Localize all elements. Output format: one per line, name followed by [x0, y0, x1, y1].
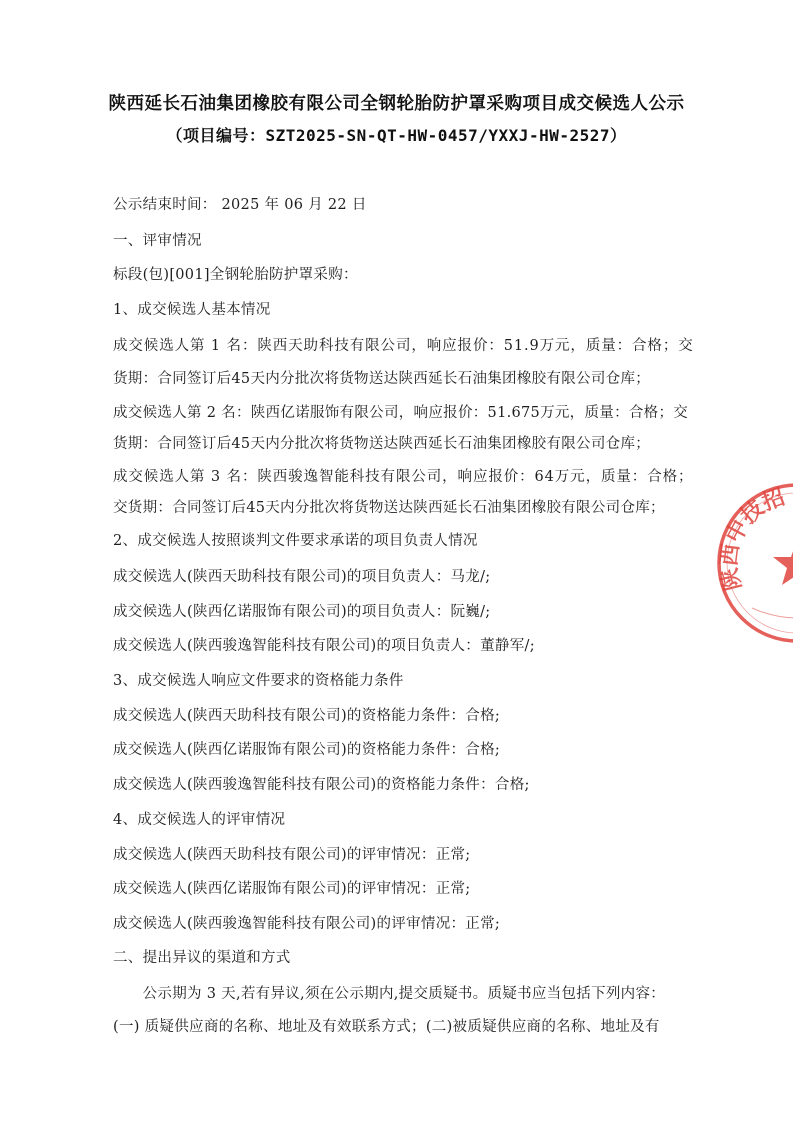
lot-heading: 标段(包)[001]全钢轮胎防护罩采购： [113, 267, 358, 283]
publicity-end-date: 公示结束时间： 2025 年 06 月 22 日 [113, 197, 367, 213]
subsection-heading-project-leader: 2、成交候选人按照谈判文件要求承诺的项目负责人情况 [113, 533, 478, 549]
candidate-1-line-1: 成交候选人第 1 名：陕西天助科技有限公司，响应报价：51.9万元，质量：合格；交 [113, 338, 694, 354]
project-leader-2: 成交候选人(陕西亿诺服饰有限公司)的项目负责人：阮巍/; [113, 604, 491, 620]
candidate-3-line-2: 交货期：合同签订后45天内分批次将货物送达陕西延长石油集团橡胶有限公司仓库； [113, 500, 665, 516]
document-title: 陕西延长石油集团橡胶有限公司全钢轮胎防护罩采购项目成交候选人公示 [108, 94, 685, 114]
candidate-1-line-2: 货期：合同签订后45天内分批次将货物送达陕西延长石油集团橡胶有限公司仓库； [113, 371, 651, 387]
subsection-heading-review-status: 4、成交候选人的评审情况 [113, 812, 286, 828]
official-seal-icon [712, 478, 793, 648]
objection-paragraph-line-2: (一) 质疑供应商的名称、地址及有效联系方式；(二)被质疑供应商的名称、地址及有 [113, 1019, 660, 1035]
project-leader-1: 成交候选人(陕西天助科技有限公司)的项目负责人：马龙/; [113, 569, 491, 585]
project-number: （项目编号：SZT2025-SN-QT-HW-0457/YXXJ-HW-2527） [166, 126, 627, 145]
subsection-heading-basic-info: 1、成交候选人基本情况 [113, 302, 271, 318]
qualification-3: 成交候选人(陕西骏逸智能科技有限公司)的资格能力条件：合格; [113, 777, 530, 793]
project-leader-3: 成交候选人(陕西骏逸智能科技有限公司)的项目负责人：董静军/; [113, 638, 535, 654]
review-status-3: 成交候选人(陕西骏逸智能科技有限公司)的评审情况：正常; [113, 916, 501, 932]
section-heading-objection: 二、提出异议的渠道和方式 [113, 950, 291, 966]
candidate-2-line-1: 成交候选人第 2 名：陕西亿诺服饰有限公司，响应报价：51.675万元，质量：合格；交 [113, 405, 689, 421]
candidate-2-line-2: 货期：合同签订后45天内分批次将货物送达陕西延长石油集团橡胶有限公司仓库； [113, 436, 651, 452]
review-status-1: 成交候选人(陕西天助科技有限公司)的评审情况：正常; [113, 847, 471, 863]
subsection-heading-qualification: 3、成交候选人响应文件要求的资格能力条件 [113, 673, 404, 689]
objection-paragraph-line-1: 公示期为 3 天,若有异议,须在公示期内,提交质疑书。质疑书应当包括下列内容： [113, 986, 666, 1002]
seal-text: 陕西中技招 [716, 484, 789, 593]
qualification-2: 成交候选人(陕西亿诺服饰有限公司)的资格能力条件：合格; [113, 742, 501, 758]
qualification-1: 成交候选人(陕西天助科技有限公司)的资格能力条件：合格; [113, 708, 501, 724]
candidate-3-line-1: 成交候选人第 3 名：陕西骏逸智能科技有限公司，响应报价：64万元，质量：合格； [113, 469, 694, 485]
seal-star-icon [773, 540, 793, 585]
section-heading-review: 一、评审情况 [113, 233, 202, 249]
review-status-2: 成交候选人(陕西亿诺服饰有限公司)的评审情况：正常; [113, 881, 471, 897]
